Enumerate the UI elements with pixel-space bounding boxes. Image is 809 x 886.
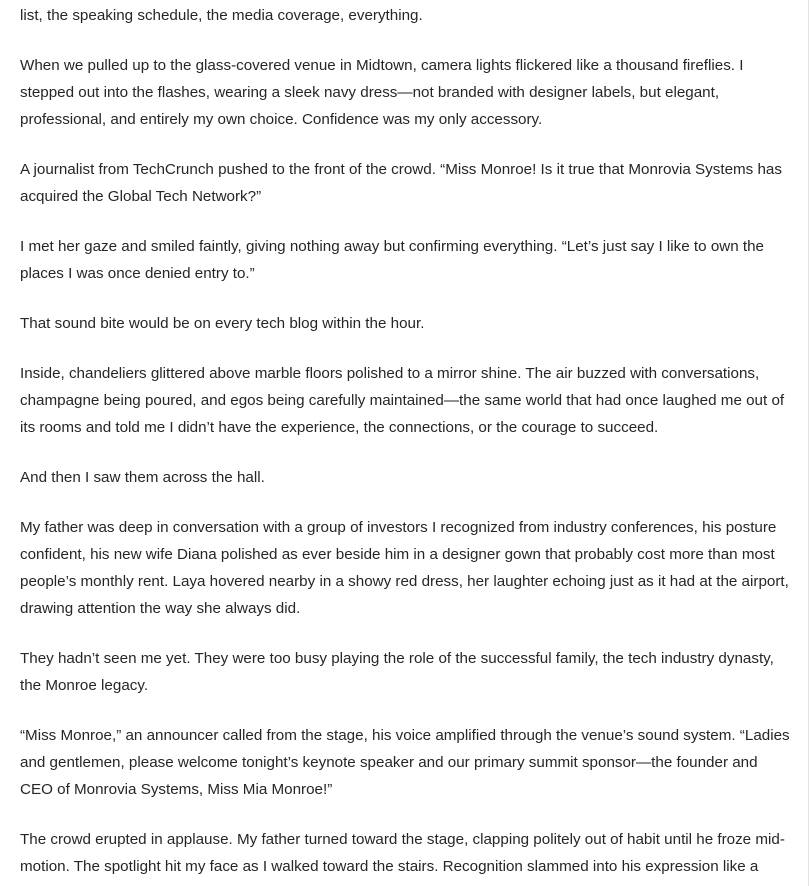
paragraph: I met her gaze and smiled faintly, giving nothing away but confirming everything. “Let’s just say I like to own the places I was once denied entry to.” <box>20 238 765 282</box>
paragraph: “Miss Monroe,” an announcer called from the stage, his voice amplified through the venue’s sound system. “Ladies and gentlemen, please welcome tonight’s keynote speaker and our primary summit sponsor—the founder and CEO of Monrovia Systems, Miss Mia Monroe!” <box>20 727 790 798</box>
paragraph: Inside, chandeliers glittered above marble floors polished to a mirror shine. The air buzzed with conversations, champagne being poured, and egos being carefully maintained—the same world that had once laughed me out of its rooms and told me I didn’t have the experience, the connections, or the courage to succeed. <box>20 365 785 436</box>
paragraph: And then I saw them across the hall. <box>20 469 265 486</box>
paragraph: list, the speaking schedule, the media coverage, everything. <box>20 7 423 24</box>
paragraph: A journalist from TechCrunch pushed to the front of the crowd. “Miss Monroe! Is it true that Monrovia Systems has acquired the Global Tech Network?” <box>20 161 782 205</box>
paragraph: That sound bite would be on every tech blog within the hour. <box>20 315 425 332</box>
paragraph: When we pulled up to the glass-covered venue in Midtown, camera lights flickered like a thousand fireflies. I stepped out into the flashes, wearing a sleek navy dress—not branded with designer labels, but elegant, professional, and entirely my own choice. Confidence was my only accessory. <box>20 57 744 128</box>
paragraph: My father was deep in conversation with a group of investors I recognized from industry conferences, his posture confident, his new wife Diana polished as ever beside him in a designer gown that probably cost more than most people’s monthly rent. Laya hovered nearby in a showy red dress, her laughter echoing just as it had at the airport, drawing attention the way she always did. <box>20 519 789 617</box>
paragraph: They hadn’t seen me yet. They were too busy playing the role of the successful family, the tech industry dynasty, the Monroe legacy. <box>20 650 774 694</box>
paragraph: The crowd erupted in applause. My father turned toward the stage, clapping politely out of habit until he froze mid-motion. The spotlight hit my face as I walked toward the stairs. Recognition slammed into his expression like a <box>20 831 785 875</box>
article-body <box>20 2 792 886</box>
